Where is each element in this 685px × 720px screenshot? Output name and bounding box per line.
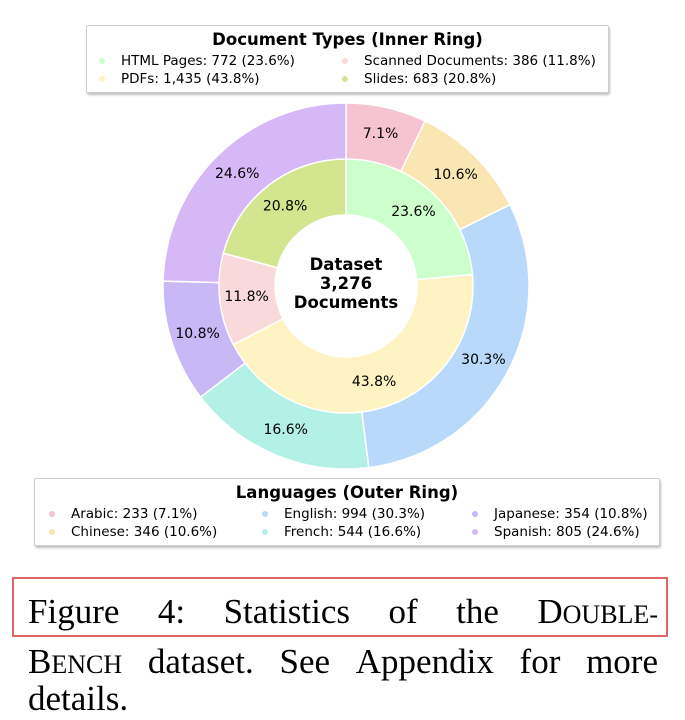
outer-pct-label-french: 16.6% <box>263 421 308 438</box>
caption-word: for <box>519 642 561 681</box>
legend-swatch-english <box>262 511 268 517</box>
legend-swatch-pdfs <box>99 76 105 82</box>
caption-word: dataset. <box>147 642 254 681</box>
caption-smallcaps-initial: B <box>28 642 52 681</box>
legend-swatch-spanish <box>472 529 478 535</box>
center-label-line-2: 3,276 <box>319 274 373 293</box>
legend-label-chinese: Chinese: 346 (10.6%) <box>71 524 218 540</box>
caption-line-1 <box>28 592 658 635</box>
outer-pct-label-chinese: 10.6% <box>433 166 478 183</box>
outer-legend-title: Languages (Outer Ring) <box>235 483 459 502</box>
legend-swatch-japanese <box>472 511 478 517</box>
legend-swatch-html-pages <box>99 58 105 64</box>
outer-ring-legend <box>34 478 660 546</box>
outer-pct-label-english: 30.3% <box>461 351 506 368</box>
legend-label-html-pages: HTML Pages: 772 (23.6%) <box>121 53 295 69</box>
legend-swatch-slides <box>342 76 348 82</box>
center-label-line-3: Documents <box>293 293 399 312</box>
caption-word: Figure <box>28 592 120 631</box>
outer-pct-label-spanish: 24.6% <box>214 166 260 183</box>
caption-smallcaps-initial: D <box>537 592 563 631</box>
inner-pct-label-slides: 20.8% <box>262 198 308 215</box>
caption-word: more <box>586 642 658 681</box>
inner-pct-label-scanned-documents: 11.8% <box>224 288 269 305</box>
legend-label-scanned-documents: Scanned Documents: 386 (11.8%) <box>364 53 596 69</box>
legend-label-french: French: 544 (16.6%) <box>284 524 422 540</box>
caption-word: of <box>388 592 418 631</box>
inner-ring-legend <box>86 25 609 93</box>
caption-smallcaps-rest: ENCH <box>51 650 123 679</box>
caption-smallcaps-rest: OUBLE- <box>562 600 658 629</box>
caption-word: 4: <box>157 592 186 631</box>
caption-line-3: details. <box>28 679 129 718</box>
inner-pct-label-pdfs: 43.8% <box>351 373 397 390</box>
center-label-line-1: Dataset <box>309 255 383 274</box>
legend-label-japanese: Japanese: 354 (10.8%) <box>494 506 648 522</box>
legend-label-arabic: Arabic: 233 (7.1%) <box>71 506 198 522</box>
caption-dataset-name-start <box>537 592 658 635</box>
legend-label-pdfs: PDFs: 1,435 (43.8%) <box>121 71 260 87</box>
outer-pct-label-japanese: 10.8% <box>175 325 220 342</box>
legend-label-english: English: 994 (30.3%) <box>284 506 426 522</box>
caption-word: Statistics <box>223 592 350 631</box>
legend-label-spanish: Spanish: 805 (24.6%) <box>494 524 640 540</box>
legend-swatch-scanned-documents <box>342 58 348 64</box>
caption-word: the <box>456 592 499 631</box>
inner-legend-title: Document Types (Inner Ring) <box>212 30 483 49</box>
inner-pct-label-html-pages: 23.6% <box>391 204 436 221</box>
legend-swatch-french <box>262 529 268 535</box>
caption-word: See <box>279 642 331 681</box>
legend-swatch-chinese <box>49 529 55 535</box>
caption-word: Appendix <box>355 642 494 681</box>
legend-label-slides: Slides: 683 (20.8%) <box>364 71 497 87</box>
outer-pct-label-arabic: 7.1% <box>362 125 399 142</box>
legend-swatch-arabic <box>49 511 55 517</box>
